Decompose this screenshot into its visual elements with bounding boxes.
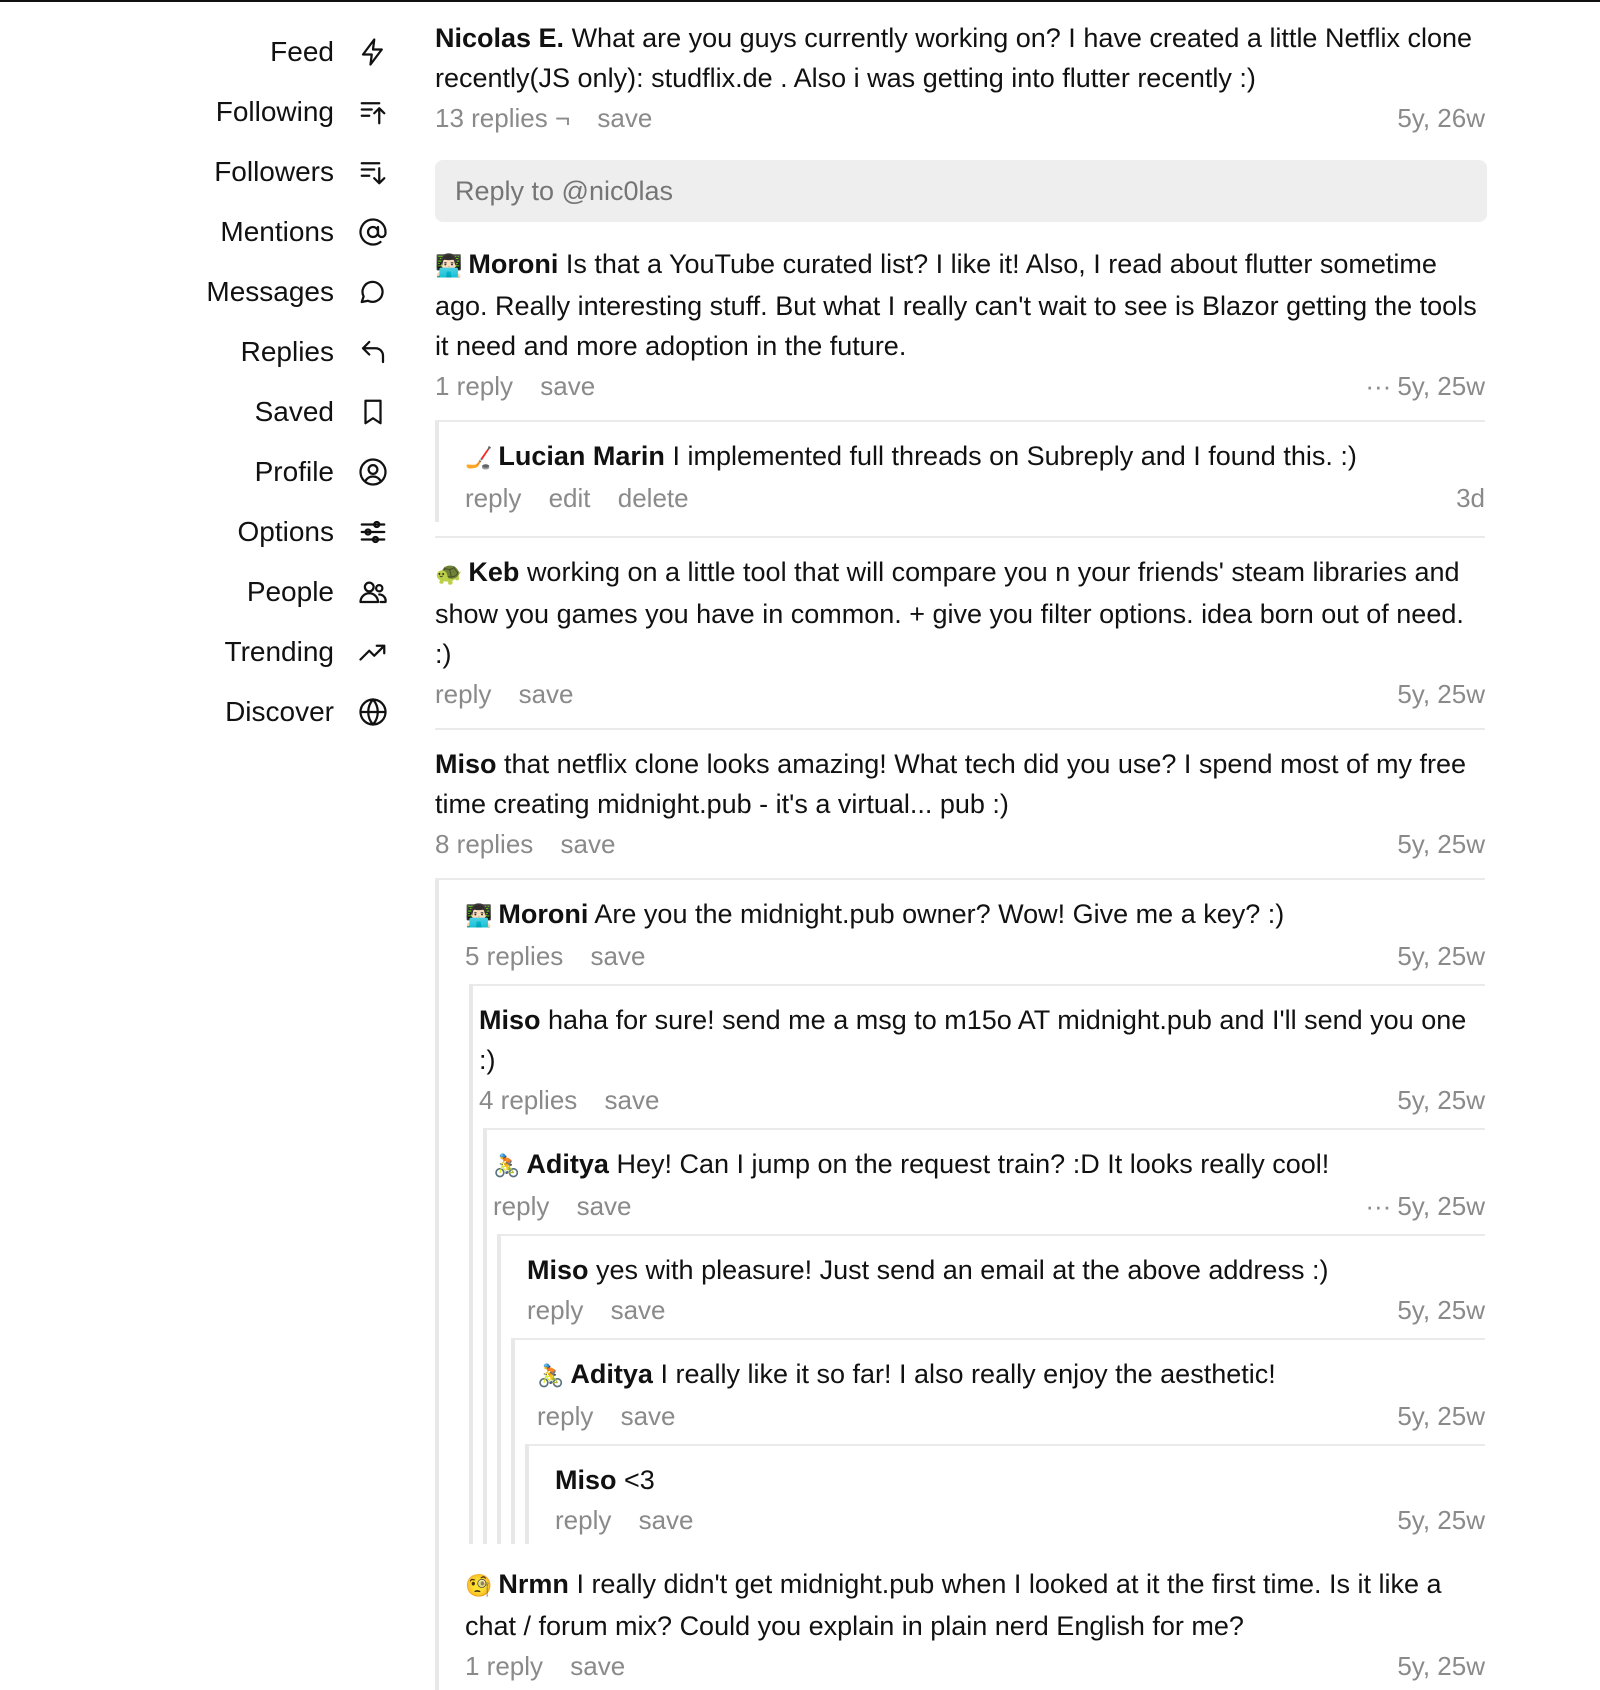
chat-bubble-icon xyxy=(356,275,390,309)
author-name[interactable]: Lucian Marin xyxy=(498,441,665,471)
sliders-icon xyxy=(356,515,390,549)
timestamp[interactable]: 5y, 25w xyxy=(1397,371,1485,401)
reply-link[interactable]: reply xyxy=(527,1295,584,1325)
reply-link[interactable]: reply xyxy=(435,679,492,709)
save-link[interactable]: save xyxy=(576,1191,632,1221)
save-link[interactable]: save xyxy=(560,829,616,859)
post-meta xyxy=(435,674,1485,714)
reply-post xyxy=(521,1340,1485,1440)
timestamp[interactable]: 5y, 25w xyxy=(1397,941,1485,971)
timestamp[interactable]: 5y, 26w xyxy=(1397,103,1485,133)
post-meta xyxy=(493,1186,1485,1226)
sidebar-item-following[interactable] xyxy=(0,82,400,142)
post-text: Are you the midnight.pub owner? Wow! Give me a key? :) xyxy=(594,899,1285,929)
sidebar-item-label: Options xyxy=(237,516,334,547)
post-body xyxy=(435,552,1485,674)
sidebar-item-mentions[interactable] xyxy=(0,202,400,262)
sort-up-icon xyxy=(356,95,390,129)
post-body xyxy=(465,894,1485,936)
post-text: What are you guys currently working on? I have created a little Netflix clone recently(JS only): studflix.de . Also i was getting into flutter recently :) xyxy=(435,23,1473,93)
sidebar-item-label: Mentions xyxy=(220,216,334,247)
timestamp[interactable]: 5y, 25w xyxy=(1397,1191,1485,1221)
avatar: 👨🏻‍💻 xyxy=(435,253,463,278)
author-name[interactable]: Miso xyxy=(555,1465,617,1495)
reply-arrow-icon xyxy=(356,335,390,369)
replies-link[interactable]: 4 replies xyxy=(479,1085,578,1115)
reply-post xyxy=(507,1236,1485,1334)
post-body xyxy=(435,244,1485,366)
globe-icon xyxy=(356,695,390,729)
top-border xyxy=(0,0,1600,2)
post-text: <3 xyxy=(624,1465,655,1495)
sidebar-item-saved[interactable] xyxy=(0,382,400,442)
author-name[interactable]: Miso xyxy=(479,1005,541,1035)
save-link[interactable]: save xyxy=(620,1401,676,1431)
reply-link[interactable]: reply xyxy=(537,1401,594,1431)
divider xyxy=(435,420,1485,522)
post-body xyxy=(537,1354,1485,1396)
post-meta xyxy=(465,1646,1485,1686)
timestamp[interactable]: 5y, 25w xyxy=(1397,679,1485,709)
post-meta xyxy=(555,1500,1485,1540)
reply-link[interactable]: reply xyxy=(465,483,522,513)
post-text: yes with pleasure! Just send an email at the above address :) xyxy=(596,1255,1329,1285)
reply-post xyxy=(535,1446,1485,1544)
post-body xyxy=(493,1144,1485,1186)
replies-link[interactable]: 13 replies ¬ xyxy=(435,103,571,133)
more-options-icon[interactable]: ··· xyxy=(1365,371,1392,401)
post-meta xyxy=(435,824,1485,864)
replies-link[interactable]: 5 replies xyxy=(465,941,564,971)
sidebar-item-label: Trending xyxy=(224,636,334,667)
sidebar-item-label: Saved xyxy=(254,396,334,427)
edit-link[interactable]: edit xyxy=(548,483,591,513)
post-text: Hey! Can I jump on the request train? :D It looks really cool! xyxy=(616,1149,1330,1179)
timestamp[interactable]: 3d xyxy=(1456,483,1485,513)
sidebar-item-followers[interactable] xyxy=(0,142,400,202)
nested-thread xyxy=(511,1338,1485,1544)
sidebar-item-discover[interactable] xyxy=(0,682,400,742)
people-icon xyxy=(356,575,390,609)
more-options-icon[interactable]: ··· xyxy=(1365,1191,1392,1221)
bookmark-icon xyxy=(356,395,390,429)
author-name[interactable]: Miso xyxy=(527,1255,589,1285)
timestamp[interactable]: 5y, 25w xyxy=(1397,1085,1485,1115)
avatar: 🚴 xyxy=(493,1153,521,1178)
root-post xyxy=(435,18,1485,138)
sidebar-item-label: Replies xyxy=(240,336,334,367)
delete-link[interactable]: delete xyxy=(617,483,689,513)
author-name[interactable]: Aditya xyxy=(526,1149,609,1179)
save-link[interactable]: save xyxy=(570,1651,626,1681)
post-text: working on a little tool that will compare you n your friends' steam libraries and show you games you have in common. + give you filter options. idea born out of need. :) xyxy=(435,557,1464,669)
post-text: haha for sure! send me a msg to m15o AT midnight.pub and I'll send you one :) xyxy=(479,1005,1467,1075)
sidebar-item-label: Profile xyxy=(254,456,334,487)
nested-thread xyxy=(497,1234,1485,1544)
avatar: 👨🏻‍💻 xyxy=(465,903,493,928)
save-link[interactable]: save xyxy=(610,1295,666,1325)
reply-link[interactable]: reply xyxy=(555,1505,612,1535)
trending-icon xyxy=(356,635,390,669)
nested-thread xyxy=(483,1128,1485,1544)
lightning-icon xyxy=(356,35,390,69)
reply-input[interactable] xyxy=(435,160,1487,222)
timestamp[interactable]: 5y, 25w xyxy=(1397,1401,1485,1431)
reply-post xyxy=(435,244,1485,406)
post-body xyxy=(435,18,1485,98)
author-name[interactable]: Keb xyxy=(468,557,520,587)
sidebar-item-label: Following xyxy=(215,96,334,127)
save-link[interactable]: save xyxy=(540,371,596,401)
save-link[interactable]: save xyxy=(590,941,646,971)
timestamp[interactable]: 5y, 25w xyxy=(1397,829,1485,859)
author-name[interactable]: Aditya xyxy=(570,1359,653,1389)
replies-link[interactable]: 1 reply xyxy=(465,1651,544,1681)
post-body xyxy=(555,1460,1485,1500)
sort-down-icon xyxy=(356,155,390,189)
author-name[interactable]: Moroni xyxy=(468,249,559,279)
post-meta xyxy=(435,366,1485,406)
avatar: 🧐 xyxy=(465,1573,493,1598)
author-name[interactable]: Nrmn xyxy=(498,1569,569,1599)
sidebar-item-messages[interactable] xyxy=(0,262,400,322)
author-name[interactable]: Nicolas E. xyxy=(435,23,565,53)
reply-post xyxy=(479,986,1485,1124)
post-text: I really didn't get midnight.pub when I looked at it the first time. Is it like a chat / forum mix? Could you explain in plain nerd English for me? xyxy=(465,1569,1442,1641)
nested-thread xyxy=(435,880,1485,1690)
reply-post xyxy=(465,1544,1485,1690)
reply-post xyxy=(465,880,1485,980)
post-body xyxy=(479,1000,1485,1080)
sidebar-item-people[interactable] xyxy=(0,562,400,622)
sidebar-item-label: Discover xyxy=(225,696,334,727)
reply-post xyxy=(435,536,1485,714)
reply-post xyxy=(435,728,1485,864)
replies-link[interactable]: 1 reply xyxy=(435,371,514,401)
post-meta xyxy=(537,1396,1485,1436)
save-link[interactable]: save xyxy=(638,1505,694,1535)
post-body xyxy=(527,1250,1485,1290)
save-link[interactable]: save xyxy=(604,1085,660,1115)
sidebar-item-label: People xyxy=(246,576,334,607)
replies-link[interactable]: 8 replies xyxy=(435,829,534,859)
at-icon xyxy=(356,215,390,249)
save-link[interactable]: save xyxy=(518,679,574,709)
sidebar-item-replies[interactable] xyxy=(0,322,400,382)
post-meta xyxy=(465,936,1485,976)
divider xyxy=(435,878,1485,1690)
reply-link[interactable]: reply xyxy=(493,1191,550,1221)
nested-thread xyxy=(469,984,1485,1544)
post-body xyxy=(465,436,1485,478)
sidebar-item-label: Feed xyxy=(270,36,334,67)
post-text: that netflix clone looks amazing! What tech did you use? I spend most of my free time creating midnight.pub - it's a virtual... pub :) xyxy=(435,749,1467,819)
timestamp[interactable]: 5y, 25w xyxy=(1397,1651,1485,1681)
save-link[interactable]: save xyxy=(597,103,653,133)
post-meta xyxy=(435,98,1485,138)
timestamp[interactable]: 5y, 25w xyxy=(1397,1505,1485,1535)
post-text: I really like it so far! I also really enjoy the aesthetic! xyxy=(660,1359,1276,1389)
sidebar-item-label: Messages xyxy=(206,276,334,307)
post-body xyxy=(435,744,1485,824)
timestamp[interactable]: 5y, 25w xyxy=(1397,1295,1485,1325)
post-text: I implemented full threads on Subreply and I found this. :) xyxy=(672,441,1357,471)
sidebar-item-options[interactable] xyxy=(0,502,400,562)
sidebar-item-trending[interactable] xyxy=(0,622,400,682)
sidebar-item-label: Followers xyxy=(214,156,334,187)
sidebar-item-profile[interactable] xyxy=(0,442,400,502)
post-body xyxy=(465,1564,1485,1646)
nested-thread xyxy=(525,1444,1485,1544)
avatar: 🚴 xyxy=(537,1363,565,1388)
sidebar-item-feed[interactable] xyxy=(0,22,400,82)
post-meta xyxy=(465,478,1485,518)
sidebar-nav xyxy=(0,22,400,742)
author-name[interactable]: Miso xyxy=(435,749,497,779)
nested-thread xyxy=(435,422,1485,522)
user-circle-icon xyxy=(356,455,390,489)
post-meta xyxy=(479,1080,1485,1120)
author-name[interactable]: Moroni xyxy=(498,899,589,929)
reply-post xyxy=(493,1130,1485,1230)
avatar: 🐢 xyxy=(435,561,463,586)
avatar: 🏒 xyxy=(465,445,493,470)
thread-view xyxy=(435,18,1485,1690)
post-text: Is that a YouTube curated list? I like it! Also, I read about flutter sometime ago. Really interesting stuff. But what I really can't wait to see is Blazor getting the tools it need and more adoption in the future. xyxy=(435,249,1477,361)
post-meta xyxy=(527,1290,1485,1330)
